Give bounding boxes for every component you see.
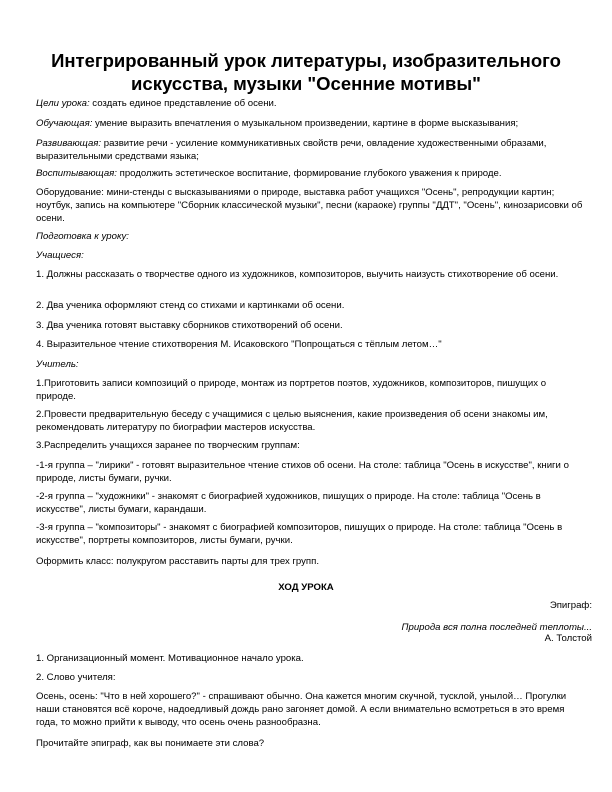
- lesson-step: 2. Слово учителя:: [36, 672, 116, 683]
- equipment-paragraph: Оборудование: мини-стенды с высказываниями о природе, выставка работ учащихся "Осень", репродукции картин; ноутбук, запись на компьютере "Сборник классической музыки", песни (караоке) группы "ДДТ", "Осень", кинозарисовки об осени.: [36, 187, 583, 224]
- teacher-label: Учитель:: [36, 359, 79, 370]
- page-title: Интегрированный урок литературы, изобразительного искусства, музыки "Осенние мотивы": [51, 50, 561, 94]
- goals-text: создать единое представление об осени.: [89, 98, 277, 109]
- lesson-step: 1. Организационный момент. Мотивационное начало урока.: [36, 653, 304, 664]
- developing-label: Развивающая:: [36, 138, 102, 149]
- educational-label: Воспитывающая:: [36, 168, 117, 179]
- students-item: 1. Должны рассказать о творчестве одного из художников, композиторов, выучить наизусть стихотворение об осени.: [36, 269, 559, 280]
- developing-goal: [36, 137, 586, 163]
- students-label: Учащиеся:: [36, 250, 84, 261]
- teacher-item: -1-я группа – "лирики" - готовят выразительное чтение стихов об осени. На столе: таблица "Осень в искусстве", книги о природе, листы бумаги, ручки.: [36, 460, 569, 484]
- preparation-label: Подготовка к уроку:: [36, 231, 129, 242]
- teacher-speech: Осень, осень: "Что в ней хорошего?" - спрашивают обычно. Она кажется многим скучной, тусклой, унылой… Прогулки наши становятся всё короче, надоедливый дождь рано загоняет домой. А если внимательно всмотреться в это время года, то можно прийти к выводу, что осень очень разнообразна.: [36, 691, 567, 728]
- students-item: 3. Два ученика готовят выставку сборников стихотворений об осени.: [36, 320, 343, 331]
- epigraph-author: А. Толстой: [544, 633, 592, 644]
- educational-text: продолжить эстетическое воспитание, формирование глубокого уважения к природе.: [116, 168, 502, 179]
- classroom-note: Оформить класс: полукругом расставить парты для трех групп.: [36, 556, 319, 567]
- teaching-label: Обучающая:: [36, 118, 93, 129]
- students-item: 2. Два ученика оформляют стенд со стихами и картинками об осени.: [36, 300, 345, 311]
- teaching-goal: [36, 117, 586, 130]
- teaching-text: умение выразить впечатления о музыкальном произведении, картине в форме высказывания;: [92, 118, 519, 129]
- lesson-heading: ХОД УРОКА: [278, 582, 334, 593]
- teacher-item: 3.Распределить учащихся заранее по творческим группам:: [36, 440, 300, 451]
- students-item: 4. Выразительное чтение стихотворения М. Исаковского "Попрощаться с тёплым летом…": [36, 339, 442, 350]
- epigraph-label: Эпиграф:: [549, 600, 592, 611]
- epigraph-quote: Природа вся полна последней теплоты...: [401, 622, 592, 633]
- teacher-item: -2-я группа – "художники" - знакомят с биографией художников, пишущих о природе. На столе: таблица "Осень в искусстве", листы бумаги, карандаши.: [36, 491, 541, 515]
- educational-goal: [36, 167, 586, 180]
- teacher-item: 2.Провести предварительную беседу с учащимися с целью выяснения, какие произведения об осени знакомы им, рекомендовать литературу по биографии мастеров искусства.: [36, 409, 548, 433]
- developing-text: развитие речи - усиление коммуникативных свойств речи, овладение художественными образами, выразительными средствами языка;: [36, 138, 547, 162]
- teacher-item: 1.Приготовить записи композиций о природе, монтаж из портретов поэтов, художников, композиторов, пишущих о природе.: [36, 378, 547, 402]
- goals-label: Цели урока:: [36, 98, 90, 109]
- goals-line: [36, 97, 586, 110]
- question-line: Прочитайте эпиграф, как вы понимаете эти слова?: [36, 738, 265, 749]
- teacher-item: -3-я группа – "композиторы" - знакомят с биографией композиторов, пишущих о природе. На столе: таблица "Осень в искусстве", портреты композиторов, листы бумаги, ручки.: [36, 522, 563, 546]
